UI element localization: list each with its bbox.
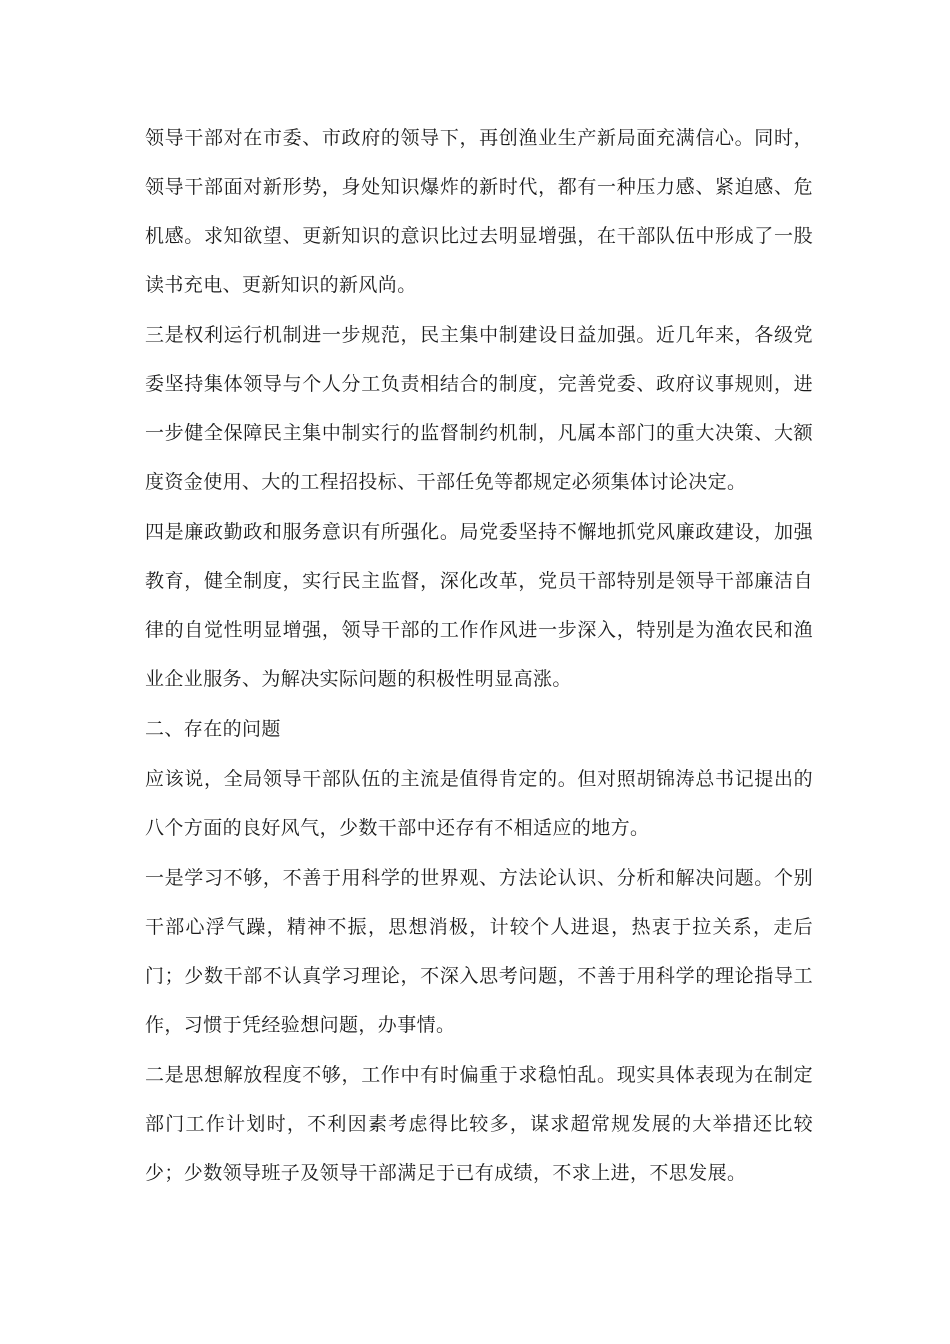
paragraph-point-four: 四是廉政勤政和服务意识有所强化。局党委坚持不懈地抓党风廉政建设，加强教育，健全制度，实行民主监督，深化改革，党员干部特别是领导干部廉洁自律的自觉性明显增强，领导干部的工作作风进一步深入，特别是为渔农民和渔业企业服务、为解决实际问题的积极性明显高涨。 xyxy=(145,521,813,690)
paragraph-problems-intro: 应该说，全局领导干部队伍的主流是值得肯定的。但对照胡锦涛总书记提出的八个方面的良好风气，少数干部中还存有不相适应的地方。 xyxy=(145,768,813,839)
paragraph-continuation: 领导干部对在市委、市政府的领导下，再创渔业生产新局面充满信心。同时，领导干部面对新形势，身处知识爆炸的新时代，都有一种压力感、紧迫感、危机感。求知欲望、更新知识的意识比过去明显增强，在干部队伍中形成了一股读书充电、更新知识的新风尚。 xyxy=(145,127,813,296)
section-heading-problems: 二、存在的问题 xyxy=(145,718,281,740)
paragraph-problem-one: 一是学习不够，不善于用科学的世界观、方法论认识、分析和解决问题。个别干部心浮气躁，精神不振，思想消极，计较个人进退，热衷于拉关系，走后门；少数干部不认真学习理论，不深入思考问题，不善于用科学的理论指导工作，习惯于凭经验想问题，办事情。 xyxy=(145,867,813,1036)
paragraph-point-three: 三是权利运行机制进一步规范，民主集中制建设日益加强。近几年来，各级党委坚持集体领导与个人分工负责相结合的制度，完善党委、政府议事规则，进一步健全保障民主集中制实行的监督制约机制，凡属本部门的重大决策、大额度资金使用、大的工程招投标、干部任免等都规定必须集体讨论决定。 xyxy=(145,324,813,493)
paragraph-problem-two: 二是思想解放程度不够，工作中有时偏重于求稳怕乱。现实具体表现为在制定部门工作计划时，不利因素考虑得比较多，谋求超常规发展的大举措还比较少；少数领导班子及领导干部满足于已有成绩，不求上进，不思发展。 xyxy=(145,1064,813,1184)
document-page xyxy=(145,114,813,1199)
